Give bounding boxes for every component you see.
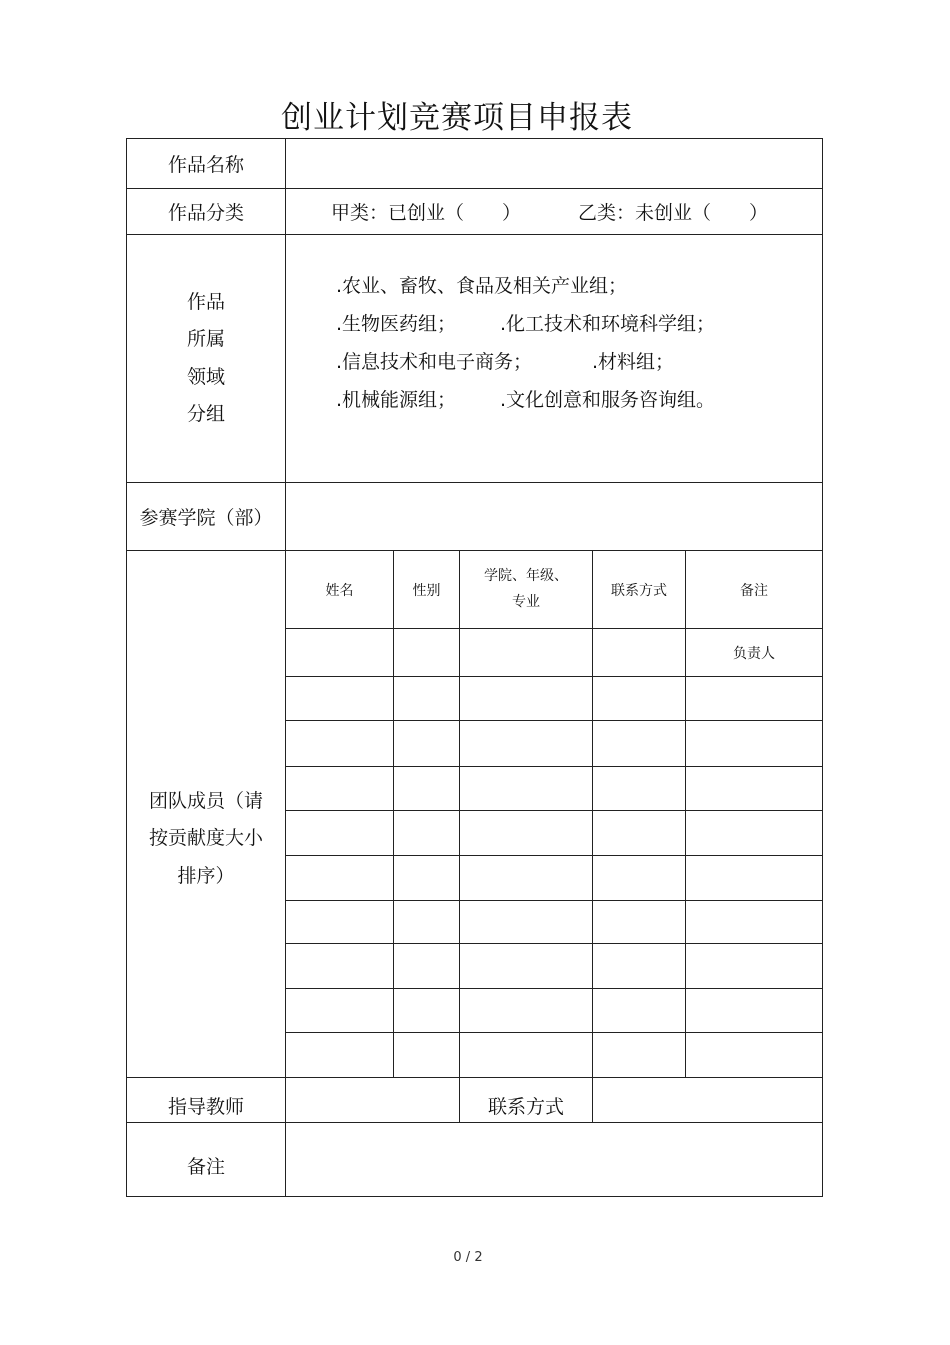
field-group-options (336, 267, 715, 419)
work-field-label (127, 235, 285, 482)
remark-label: 备注 (186, 1156, 225, 1178)
field-group-option[interactable]: .化工技术和环境科学组； (500, 313, 716, 335)
field-group-option[interactable]: .机械能源组； (336, 389, 457, 411)
work-field-label-line: 作品 (186, 291, 225, 314)
team-header-gender: 性别 (412, 582, 441, 599)
field-group-row (336, 305, 715, 343)
remark-field[interactable] (286, 1123, 822, 1196)
category-options (286, 189, 822, 234)
advisor-contact-label: 联系方式 (487, 1095, 564, 1118)
team-label-line: 排序） (177, 864, 235, 887)
field-group-option[interactable]: .材料组； (592, 351, 675, 373)
team-label (127, 551, 285, 1077)
team-row-divider (286, 810, 823, 811)
team-header-remark: 备注 (740, 582, 768, 599)
field-group-row (336, 381, 715, 419)
team-leader-note: 负责人 (733, 645, 775, 662)
team-column-divider (393, 550, 394, 1077)
work-name-field[interactable] (286, 139, 822, 188)
college-label: 参赛学院（部） (139, 507, 273, 529)
work-field-label-line: 领域 (186, 365, 225, 388)
category-type-b[interactable]: 乙类：未创业（ ） (578, 202, 769, 224)
table-border-bottom (126, 1196, 823, 1197)
field-group-option[interactable]: .信息技术和电子商务； (336, 351, 533, 373)
page-number: 0 / 2 (453, 1250, 483, 1265)
team-row-divider (286, 1032, 823, 1033)
page-title: 创业计划竞赛项目申报表 (281, 100, 633, 136)
advisor-label: 指导教师 (167, 1095, 244, 1118)
work-name-label: 作品名称 (167, 154, 244, 176)
team-label-line: 按贡献度大小 (148, 827, 263, 850)
team-column-divider (592, 550, 593, 1122)
team-header-contact: 联系方式 (611, 582, 667, 599)
team-row-divider (286, 943, 823, 944)
work-field-label-line: 分组 (186, 402, 225, 425)
field-group-row (336, 343, 715, 381)
field-group-row (336, 267, 715, 305)
team-row-divider (286, 900, 823, 901)
field-group-option[interactable]: .文化创意和服务咨询组。 (500, 389, 716, 411)
field-group-option[interactable]: .农业、畜牧、食品及相关产业组； (336, 275, 628, 297)
team-row-divider (286, 676, 823, 677)
label-column-divider (285, 138, 286, 1197)
team-header-college-grade-major: 学院、年级、专业 (484, 568, 568, 610)
advisor-field[interactable] (286, 1078, 459, 1122)
team-header-name: 姓名 (325, 582, 354, 599)
table-border-right (822, 138, 823, 1197)
advisor-contact-field[interactable] (593, 1078, 822, 1122)
team-row-divider (286, 855, 823, 856)
team-row-divider (286, 988, 823, 989)
team-row-divider (286, 720, 823, 721)
work-field-label-line: 所属 (186, 328, 225, 351)
category-type-a[interactable]: 甲类：已创业（ ） (331, 202, 522, 224)
field-group-option[interactable]: .生物医药组； (336, 313, 457, 335)
team-label-line: 团队成员（请 (148, 790, 263, 813)
college-field[interactable] (286, 483, 822, 550)
team-row-divider (286, 766, 823, 767)
work-category-label: 作品分类 (167, 202, 244, 224)
team-column-divider (459, 550, 460, 1122)
